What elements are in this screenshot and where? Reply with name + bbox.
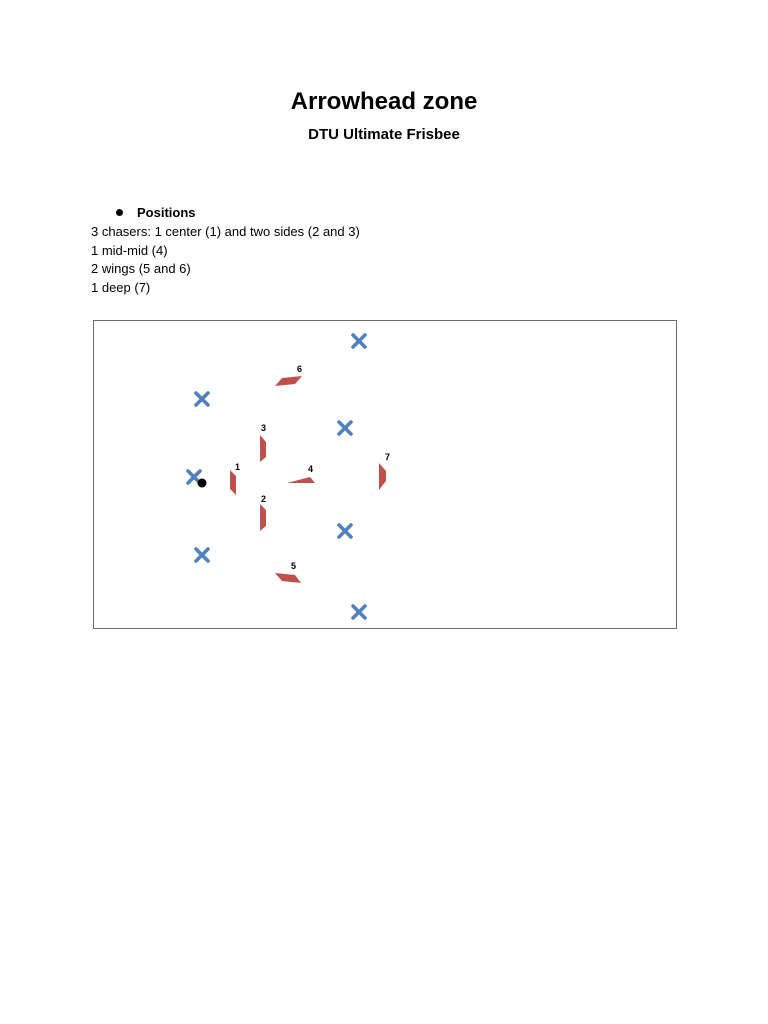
defender-label: 6 <box>297 364 303 374</box>
positions-heading-row <box>114 203 196 223</box>
bullet-icon <box>116 209 123 216</box>
defender-5-marker <box>275 573 301 583</box>
defender-6-marker <box>275 376 302 386</box>
page-subtitle: DTU Ultimate Frisbee <box>308 126 460 143</box>
defender-1-marker <box>230 470 236 495</box>
positions-line: 2 wings (5 and 6) <box>91 261 191 277</box>
defender-label: 1 <box>235 462 241 472</box>
x-mark-icon <box>196 393 208 405</box>
x-mark-icon <box>339 525 351 537</box>
defender-label: 5 <box>291 561 297 571</box>
offense-layer <box>188 335 365 618</box>
disc-icon <box>198 479 207 488</box>
defender-7-marker <box>379 463 386 490</box>
x-mark-icon <box>353 335 365 347</box>
defender-label: 4 <box>308 464 314 474</box>
positions-list <box>91 223 360 298</box>
field-diagram-svg <box>94 321 678 630</box>
page-title: Arrowhead zone <box>290 88 478 115</box>
positions-line: 1 mid-mid (4) <box>91 242 168 258</box>
defender-label: 2 <box>261 494 267 504</box>
defender-3-marker <box>260 435 266 462</box>
positions-line: 1 deep (7) <box>91 280 151 296</box>
x-mark-icon <box>339 422 351 434</box>
x-mark-icon <box>196 549 208 561</box>
defender-layer <box>230 364 390 583</box>
field-diagram <box>93 320 677 629</box>
defender-label: 7 <box>385 452 391 462</box>
defender-label: 3 <box>261 423 267 433</box>
positions-heading: Positions <box>137 205 196 220</box>
positions-line: 3 chasers: 1 center (1) and two sides (2 and 3) <box>91 224 360 239</box>
x-mark-icon <box>353 606 365 618</box>
defender-4-marker <box>287 477 315 483</box>
defender-2-marker <box>260 504 266 531</box>
